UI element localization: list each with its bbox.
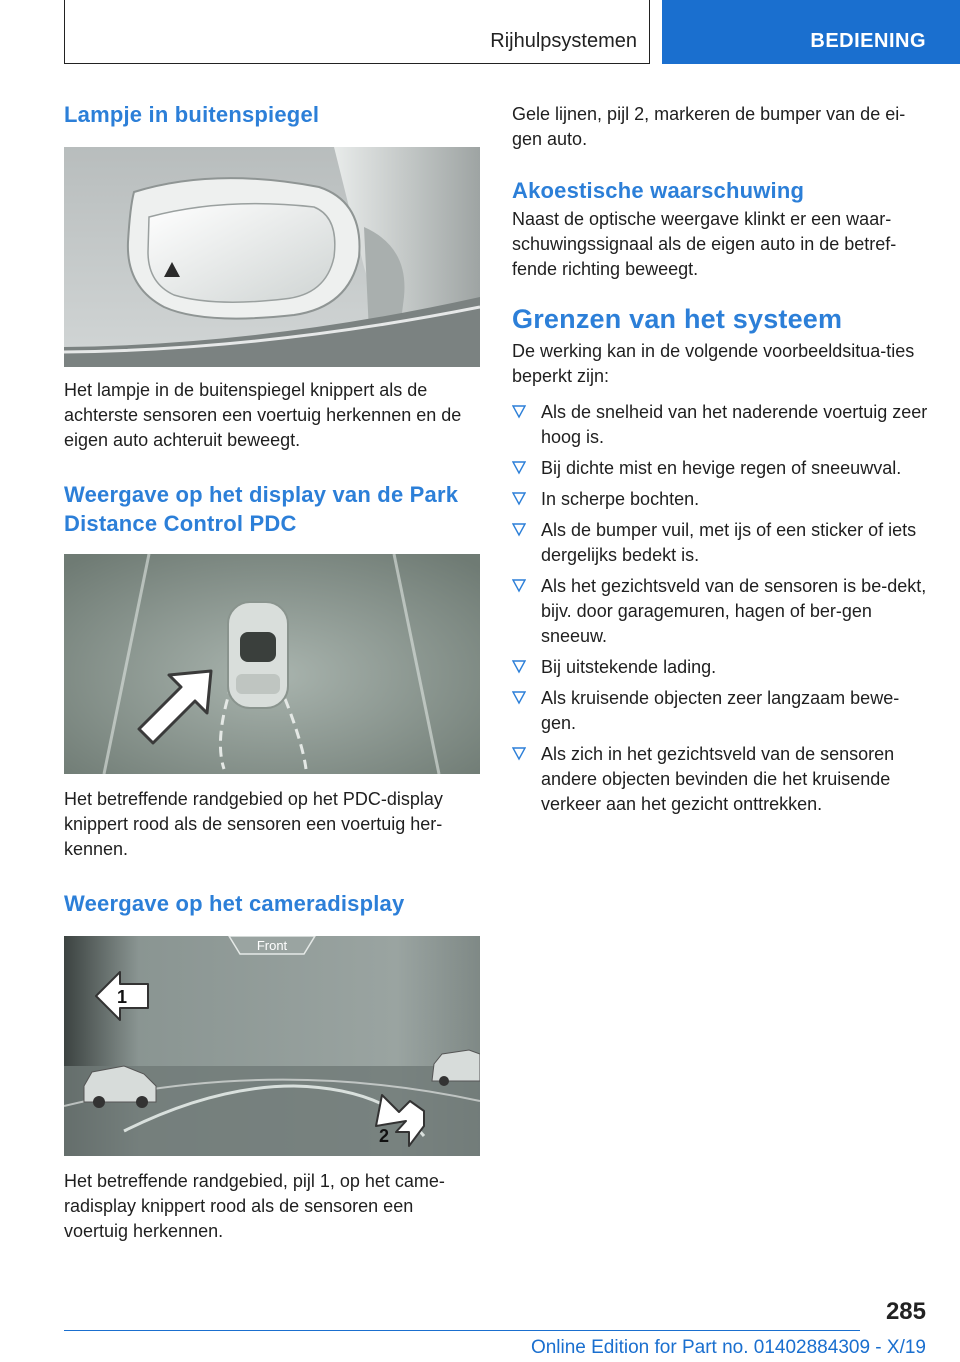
list-item: Als kruisende objecten zeer langzaam bewe-gen. [512,686,928,736]
triangle-bullet-icon [512,746,526,762]
triangle-bullet-icon [512,491,526,507]
page-number: 285 [885,1298,926,1325]
chapter-title: BEDIENING [810,30,926,52]
list-item: Als de bumper vuil, met ijs of een sticker of iets dergelijks bedekt is. [512,518,928,568]
triangle-bullet-icon [512,522,526,538]
list-item: Als zich in het gezichtsveld van de sensoren andere objecten bevinden die het kruisende verkeer aan het gezicht onttrekken. [512,742,928,817]
pdc-display-image [64,554,480,774]
triangle-bullet-icon [512,460,526,476]
triangle-bullet-icon [512,404,526,420]
limits-list [512,400,928,817]
header-frame [64,0,650,64]
triangle-bullet-icon [512,578,526,594]
section-title: Rijhulpsystemen [490,30,637,52]
left-column [64,100,480,1244]
right-column [512,102,928,823]
footer-edition: Online Edition for Part no. 01402884309 - X/19 [530,1337,926,1358]
text-system-limits: De werking kan in de volgende voorbeeldsitua-ties beperkt zijn: [512,341,915,386]
camera-arrow-2-label: 2 [378,1126,390,1146]
triangle-bullet-icon [512,659,526,675]
mirror-image [64,147,480,367]
heading-pdc-display: Weergave op het display van de Park Distance Control PDC [64,482,459,536]
heading-camera-display: Weergave op het cameradisplay [64,891,405,916]
list-item: Als het gezichtsveld van de sensoren is be-dekt, bijv. door garagemuren, hagen of ber-gen sneeuw. [512,574,928,649]
triangle-bullet-icon [512,690,526,706]
footer-divider [64,1330,860,1331]
list-item: Bij dichte mist en hevige regen of sneeuwval. [512,456,928,481]
list-item: Bij uitstekende lading. [512,655,928,680]
heading-mirror-light: Lampje in buitenspiegel [64,102,320,127]
text-mirror-light: Het lampje in de buitenspiegel knippert als de achterste sensoren een voertuig herkennen en de eigen auto achteruit beweegt. [64,380,462,450]
camera-arrow-1-label: 1 [116,987,128,1007]
camera-front-label: Front [256,938,288,953]
heading-acoustic-warning: Akoestische waarschuwing [512,178,805,203]
list-item: In scherpe bochten. [512,487,928,512]
text-camera-display: Het betreffende randgebied, pijl 1, op het came-radisplay knippert rood als de sensoren een voertuig herkennen. [64,1171,445,1241]
text-acoustic-warning: Naast de optische weergave klinkt er een waar-schuwingssignaal als de eigen auto in de betref-fende richting beweegt. [512,209,897,279]
heading-system-limits: Grenzen van het systeem [512,304,843,334]
text-pdc-display: Het betreffende randgebied op het PDC-display knippert rood als de sensoren een voertuig her-kennen. [64,789,443,859]
list-item: Als de snelheid van het naderende voertuig zeer hoog is. [512,400,928,450]
text-yellow-lines: Gele lijnen, pijl 2, markeren de bumper van de ei-gen auto. [512,104,906,149]
chapter-tab[interactable] [662,0,960,64]
camera-display-image [64,936,480,1156]
